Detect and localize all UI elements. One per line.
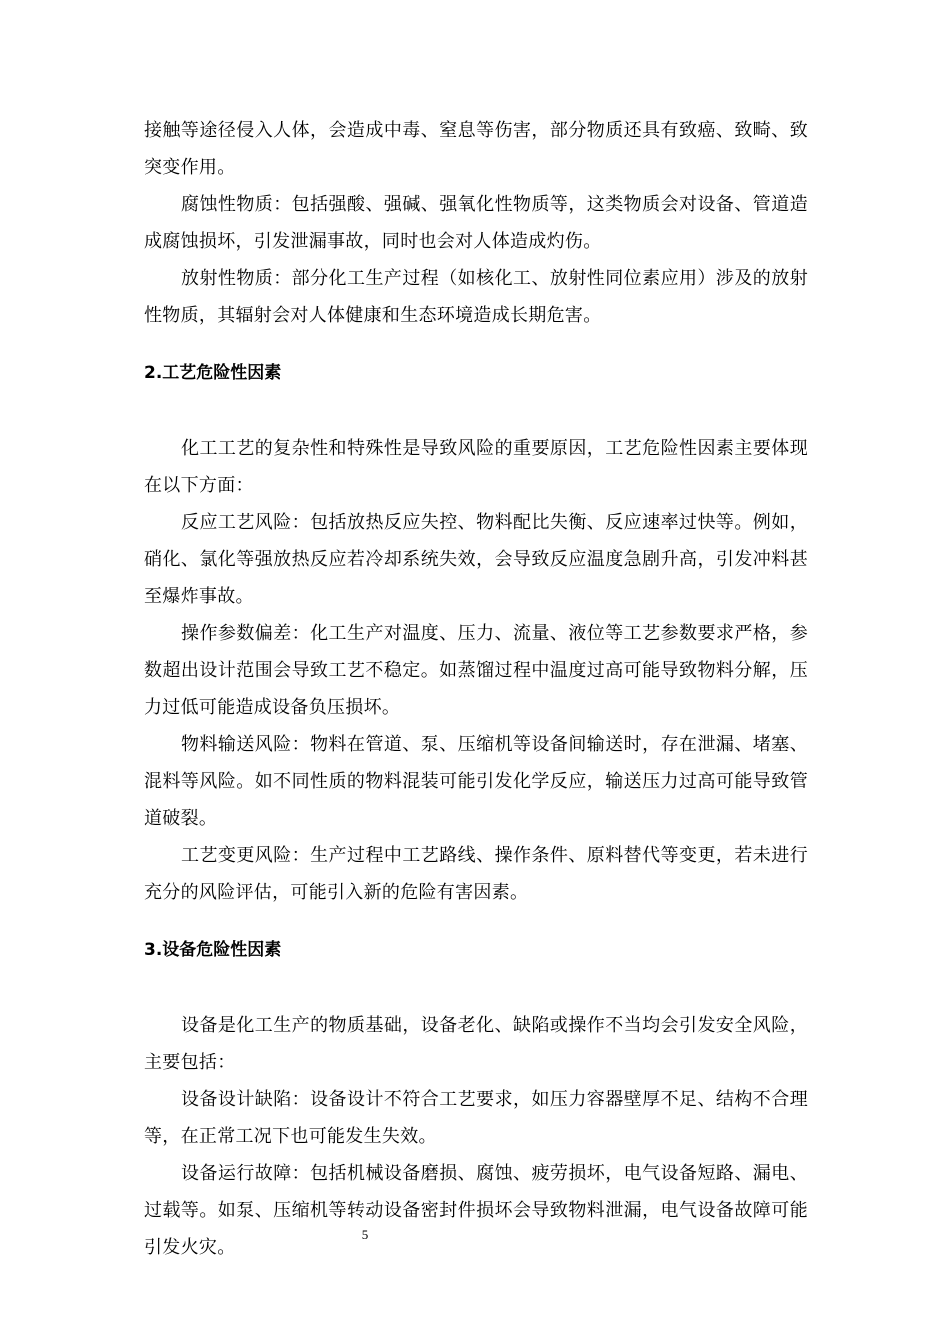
section-heading-equipment: 3.设备危险性因素 [144,940,282,960]
paragraph-equipment-intro: 设备是化工生产的物质基础，设备老化、缺陷或操作不当均会引发安全风险，主要包括： [144,1015,808,1073]
section-heading-process: 2.工艺危险性因素 [144,363,282,383]
paragraph-parameter-deviation: 操作参数偏差：化工生产对温度、压力、流量、液位等工艺参数要求严格，参数超出设计范围会导致工艺不稳定。如蒸馏过程中温度过高可能导致物料分解，压力过低可能造成设备负压损坏。 [144,623,808,718]
paragraph-continued: 接触等途径侵入人体，会造成中毒、窒息等伤害，部分物质还具有致癌、致畸、致突变作用。 [144,120,808,178]
paragraph-process-intro: 化工工艺的复杂性和特殊性是导致风险的重要原因，工艺危险性因素主要体现在以下方面： [144,438,808,496]
paragraph-design-defect: 设备设计缺陷：设备设计不符合工艺要求，如压力容器壁厚不足、结构不合理等，在正常工况下也可能发生失效。 [144,1089,808,1147]
page-number: 5 [361,1227,369,1242]
paragraph-change-risk: 工艺变更风险：生产过程中工艺路线、操作条件、原料替代等变更，若未进行充分的风险评估，可能引入新的危险有害因素。 [144,845,808,903]
paragraph-radioactive: 放射性物质：部分化工生产过程（如核化工、放射性同位素应用）涉及的放射性物质，其辐射会对人体健康和生态环境造成长期危害。 [144,268,808,326]
paragraph-corrosive: 腐蚀性物质：包括强酸、强碱、强氧化性物质等，这类物质会对设备、管道造成腐蚀损坏，引发泄漏事故，同时也会对人体造成灼伤。 [144,194,808,252]
document-body [144,112,808,1266]
paragraph-transport-risk: 物料输送风险：物料在管道、泵、压缩机等设备间输送时，存在泄漏、堵塞、混料等风险。如不同性质的物料混装可能引发化学反应，输送压力过高可能导致管道破裂。 [144,734,808,829]
paragraph-operation-fault: 设备运行故障：包括机械设备磨损、腐蚀、疲劳损坏，电气设备短路、漏电、过载等。如泵、压缩机等转动设备密封件损坏会导致物料泄漏，电气设备故障可能引发火灾。 [144,1163,808,1258]
paragraph-reaction-risk: 反应工艺风险：包括放热反应失控、物料配比失衡、反应速率过快等。例如，硝化、氯化等强放热反应若冷却系统失效，会导致反应温度急剧升高，引发冲料甚至爆炸事故。 [144,512,808,607]
